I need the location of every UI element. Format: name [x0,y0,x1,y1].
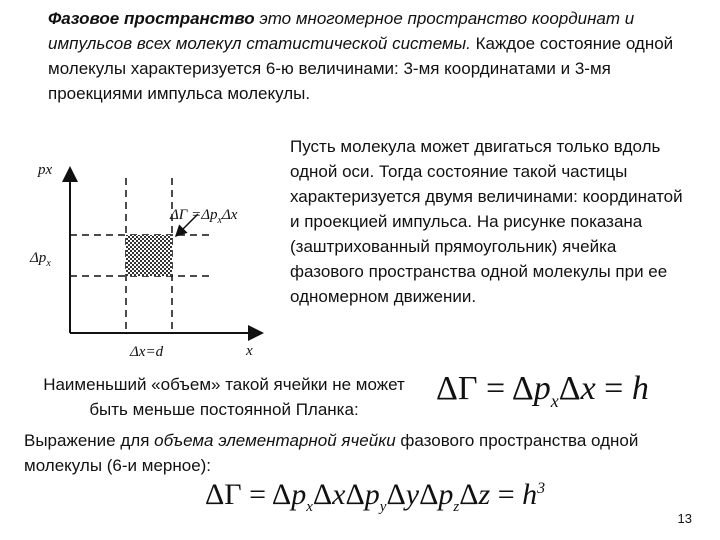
intro-line2: Каждое состояние одной молекулы характеризуется 6-ю величинами: 3-мя координатами и 3-мя проекциями импульса молекулы. [48,34,674,103]
x-axis-label: x [246,343,253,359]
definition-text: это многомерное пространство координат и импульсов всех молекул статистической системы. [48,9,635,53]
volume-term: объема элементарной ячейки [154,431,396,450]
cell-label: $\Delta\Gamma =\Delta p_x\Delta x$ [170,207,238,226]
planck-paragraph: Наименьший «объем» такой ячейки не может быть меньше постоянной Планка: [43,375,405,419]
dp-label: $\Delta p_x$ [30,250,51,269]
intro-paragraph [48,6,688,106]
cell-volume-formula: $\Delta\Gamma = \Delta p_x\Delta x = h$ [436,370,649,411]
phase-cell [126,235,172,276]
right-paragraph: Пусть молекула может двигаться только вдоль одной оси. Тогда состояние такой частицы характеризуется двумя величинами: координатой и проекцией импульса. На рисунке показана (заштрихованный прямоугольник) ячейка фазового пространства одной молекулы при ее одномерном движении. [290,137,683,306]
y-axis-label: px [38,162,53,178]
volume-paragraph: Выражение для объема элементарной ячейки фазового пространства одной молекулы (6-и мерное): [24,431,639,475]
term-phase-space: Фазовое пространство [48,9,255,28]
six-dim-volume-formula: $\Delta\Gamma = \Delta p_x\Delta x\Delta p_y\Delta y\Delta p_z\Delta z = h^3$ [205,478,546,515]
dx-label: Δx=d [130,344,164,360]
phase-space-figure [20,148,290,368]
page-number: 13 [677,511,692,526]
